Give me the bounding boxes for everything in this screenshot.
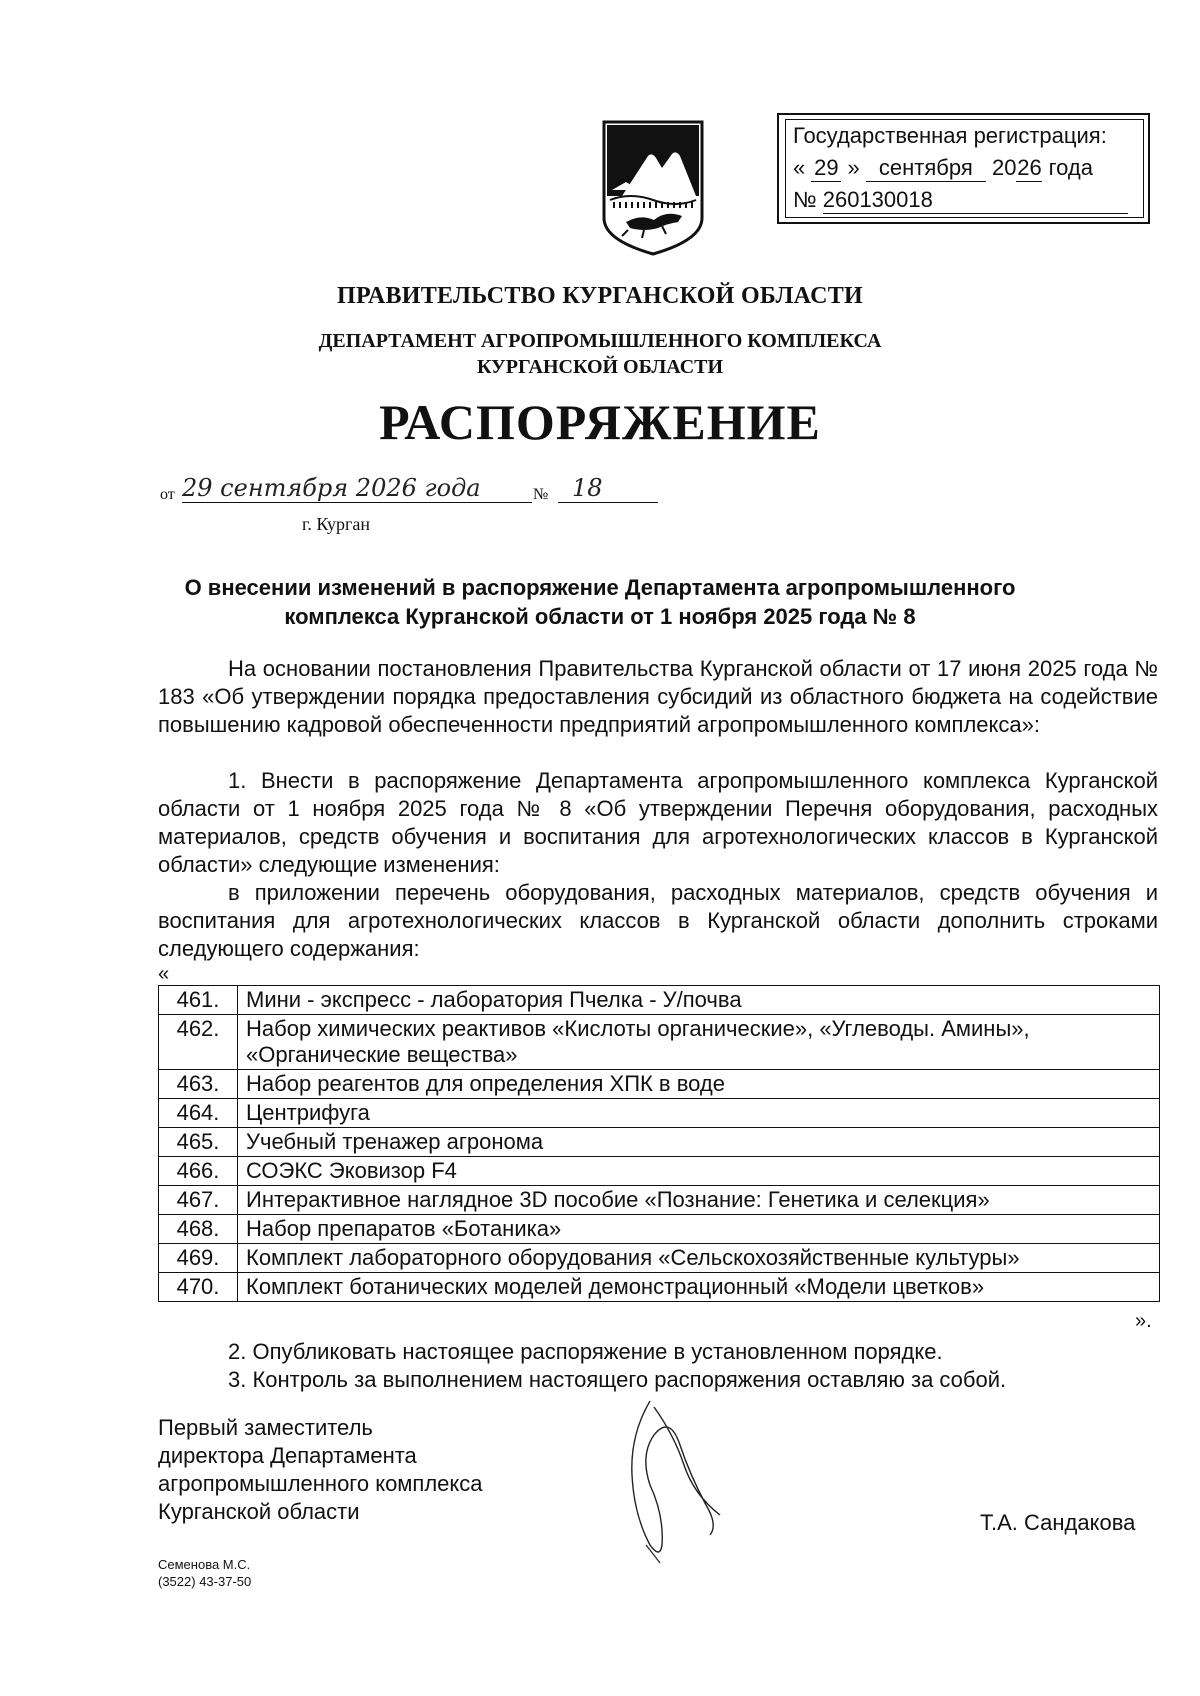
registration-month: сентября — [866, 155, 986, 182]
row-number: 469. — [159, 1244, 238, 1273]
department-title-line2: КУРГАНСКОЙ ОБЛАСТИ — [476, 356, 724, 378]
registration-label: Государственная регистрация: — [793, 123, 1107, 148]
row-number: 464. — [159, 1099, 238, 1128]
row-number: 468. — [159, 1215, 238, 1244]
row-item: Комплект ботанических моделей демонстрационный «Модели цветков» — [238, 1273, 1160, 1302]
executor-phone: (3522) 43-37-50 — [158, 1574, 252, 1589]
from-label: от — [160, 486, 175, 503]
table-row — [159, 1157, 1160, 1186]
item-2-paragraph: 2. Опубликовать настоящее распоряжение в установленном порядке. — [228, 1339, 943, 1364]
executor-contact — [158, 1556, 251, 1590]
row-item: Центрифуга — [238, 1099, 1160, 1128]
department-title-line1: ДЕПАРТАМЕНТ АГРОПРОМЫШЛЕННОГО КОМПЛЕКСА — [318, 330, 882, 352]
table-row — [159, 1244, 1160, 1273]
quote-close: ». — [1135, 1310, 1152, 1332]
row-item: Мини - экспресс - лаборатория Пчелка - У/почва — [238, 986, 1160, 1015]
preamble-paragraph: На основании постановления Правительства Курганской области от 17 июня 2025 года № 183 «Об утверждении порядка предоставления субсидий из областного бюджета на содействие повышению кадровой обеспеченности предприятий агропромышленного комплекса»: — [158, 656, 1158, 737]
row-item: СОЭКС Эковизор F4 — [238, 1157, 1160, 1186]
row-number: 465. — [159, 1128, 238, 1157]
issue-date-handwritten: 29 сентября 2026 года — [182, 474, 532, 503]
row-item: Набор химических реактивов «Кислоты органические», «Углеводы. Амины», «Органические вещества» — [238, 1015, 1160, 1070]
registration-number-row: № 260130018 — [793, 187, 1128, 214]
row-number: 470. — [159, 1273, 238, 1302]
row-number: 461. — [159, 986, 238, 1015]
item-1-paragraph: 1. Внести в распоряжение Департамента агропромышленного комплекса Курганской области от 1 ноября 2025 года № 8 «Об утверждении Перечня оборудования, расходных материалов, средств обучения и воспитания для агротехнологических классов в Курганской области» следующие изменения: — [158, 768, 1158, 877]
item-3-paragraph: 3. Контроль за выполнением настоящего распоряжения оставляю за собой. — [228, 1367, 1007, 1392]
equipment-table — [158, 985, 1160, 1302]
signer-position: Первый заместитель директора Департамента агропромышленного комплекса Курганской области — [158, 1415, 483, 1524]
signer-name: Т.А. Сандакова — [980, 1510, 1136, 1535]
row-number: 463. — [159, 1070, 238, 1099]
issue-date-row — [160, 474, 660, 508]
row-item: Интерактивное наглядное 3D пособие «Познание: Генетика и селекция» — [238, 1186, 1160, 1215]
registration-date: « 29 » сентября 2026 года — [793, 155, 1093, 180]
registration-day: 29 — [811, 155, 841, 182]
row-item: Набор реагентов для определения ХПК в воде — [238, 1070, 1160, 1099]
table-row — [159, 986, 1160, 1015]
table-row — [159, 1128, 1160, 1157]
row-item: Набор препаратов «Ботаника» — [238, 1215, 1160, 1244]
coat-of-arms-icon — [600, 118, 706, 258]
table-row — [159, 1215, 1160, 1244]
document-type-title: РАСПОРЯЖЕНИЕ — [379, 394, 821, 450]
row-number: 467. — [159, 1186, 238, 1215]
table-row — [159, 1015, 1160, 1070]
row-number: 466. — [159, 1157, 238, 1186]
number-label: № — [533, 486, 549, 503]
table-row — [159, 1099, 1160, 1128]
row-number: 462. — [159, 1015, 238, 1070]
row-item: Учебный тренажер агронома — [238, 1128, 1160, 1157]
government-title: ПРАВИТЕЛЬСТВО КУРГАНСКОЙ ОБЛАСТИ — [336, 283, 864, 309]
table-row — [159, 1186, 1160, 1215]
table-row — [159, 1070, 1160, 1099]
handwritten-signature-icon — [610, 1395, 740, 1565]
quote-open: « — [158, 963, 170, 985]
item-1-subparagraph: в приложении перечень оборудования, расходных материалов, средств обучения и воспитания для агротехнологических классов в Курганской области дополнить строками следующего содержания: — [158, 880, 1158, 961]
city: г. Курган — [302, 514, 371, 534]
registration-stamp — [777, 113, 1150, 224]
issue-number-handwritten: 18 — [558, 474, 658, 503]
table-row — [159, 1273, 1160, 1302]
row-item: Комплект лабораторного оборудования «Сельскохозяйственные культуры» — [238, 1244, 1160, 1273]
document-subject: О внесении изменений в распоряжение Департамента агропромышленного комплекса Курганской области от 1 ноября 2025 года № 8 — [184, 575, 1016, 629]
executor-name: Семенова М.С. — [158, 1557, 251, 1572]
registration-year: 26 — [1017, 155, 1042, 180]
registration-number: 260130018 — [823, 187, 1128, 214]
